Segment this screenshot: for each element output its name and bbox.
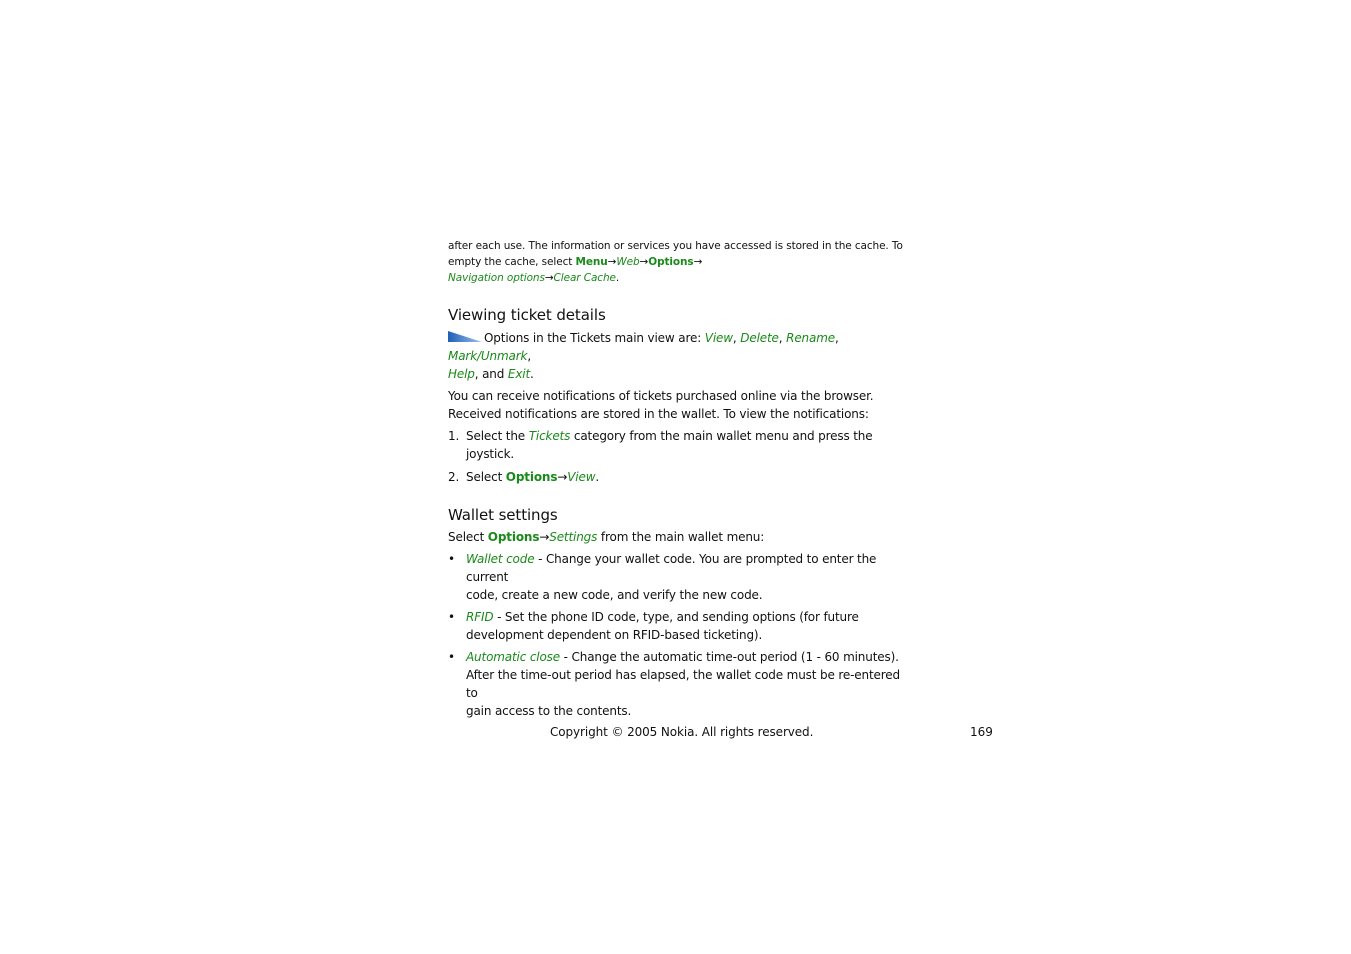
options-keyword: Options [487, 530, 540, 544]
comma: , [732, 331, 741, 345]
automatic-close-term: Automatic close [466, 650, 561, 664]
note-icon [448, 331, 482, 343]
and-text: , and [474, 367, 508, 381]
list-item [448, 648, 908, 720]
rfid-term: RFID [466, 610, 494, 624]
step-text: Select [466, 470, 506, 484]
wallet-settings-list [448, 550, 908, 720]
web-keyword: Web [616, 256, 640, 268]
wallet-code-term: Wallet code [466, 552, 535, 566]
option-delete: Delete [740, 331, 779, 345]
comma: , [778, 331, 787, 345]
intro-text-line1: after each use. The information or services you have accessed is stored in the cache. To [448, 240, 903, 252]
bullet-icon: • [448, 552, 455, 566]
item-text: After the time-out period has elapsed, the wallet code must be re-entered to [466, 668, 900, 700]
note-paragraph [448, 329, 908, 383]
arrow-icon: → [557, 470, 568, 484]
list-item [448, 468, 908, 486]
intro-paragraph [448, 238, 908, 286]
arrow-icon: → [544, 272, 554, 284]
bullet-icon: • [448, 610, 455, 624]
period: . [615, 272, 620, 284]
option-exit: Exit [507, 367, 531, 381]
list-item [448, 550, 908, 604]
step-text: category from the main wallet menu and press the joystick. [466, 429, 873, 461]
notifications-line1: You can receive notifications of tickets purchased online via the browser. [448, 389, 874, 403]
arrow-icon: → [539, 530, 550, 544]
clear-cache-keyword: Clear Cache [553, 272, 616, 284]
item-text: development dependent on RFID-based ticketing). [466, 628, 763, 642]
step-text: . [595, 470, 600, 484]
navigation-options-keyword: Navigation options [448, 272, 545, 284]
step-text: Select the [466, 429, 529, 443]
comma: , [834, 331, 839, 345]
item-text: gain access to the contents. [466, 704, 632, 718]
item-text: code, create a new code, and verify the new code. [466, 588, 763, 602]
step-number: 1. [448, 429, 460, 443]
notifications-line2: Received notifications are stored in the wallet. To view the notifications: [448, 407, 869, 421]
notifications-paragraph [448, 387, 908, 423]
option-view: View [704, 331, 733, 345]
period: . [530, 367, 534, 381]
option-mark-unmark: Mark/Unmark [448, 349, 528, 363]
list-item [448, 427, 908, 463]
bullet-icon: • [448, 650, 455, 664]
item-text: - Change the automatic time-out period (1 - 60 minutes). [560, 650, 899, 664]
section-heading-wallet-settings: Wallet settings [448, 506, 558, 524]
list-item [448, 608, 908, 644]
intro-text: Select [448, 530, 488, 544]
section-heading-viewing-ticket-details: Viewing ticket details [448, 306, 606, 324]
comma: , [527, 349, 531, 363]
arrow-icon: → [693, 256, 703, 268]
options-keyword: Options [505, 470, 558, 484]
item-text: - Change your wallet code. You are prompted to enter the current [466, 552, 877, 584]
option-help: Help [448, 367, 475, 381]
page-number: 169 [970, 725, 993, 739]
settings-keyword: Settings [549, 530, 598, 544]
arrow-icon: → [607, 256, 617, 268]
intro-text: from the main wallet menu: [597, 530, 765, 544]
copyright-notice: Copyright © 2005 Nokia. All rights reserved. [550, 725, 814, 739]
page-content [448, 236, 908, 720]
view-keyword: View [567, 470, 596, 484]
intro-text-line2: empty the cache, select [448, 256, 576, 268]
item-text: - Set the phone ID code, type, and sending options (for future [493, 610, 859, 624]
option-rename: Rename [786, 331, 835, 345]
tickets-keyword: Tickets [528, 429, 571, 443]
menu-keyword: Menu [575, 256, 608, 268]
note-text: Options in the Tickets main view are: [484, 331, 705, 345]
steps-list [448, 427, 908, 486]
options-keyword: Options [648, 256, 694, 268]
step-number: 2. [448, 470, 460, 484]
arrow-icon: → [639, 256, 649, 268]
wallet-settings-intro [448, 528, 908, 546]
